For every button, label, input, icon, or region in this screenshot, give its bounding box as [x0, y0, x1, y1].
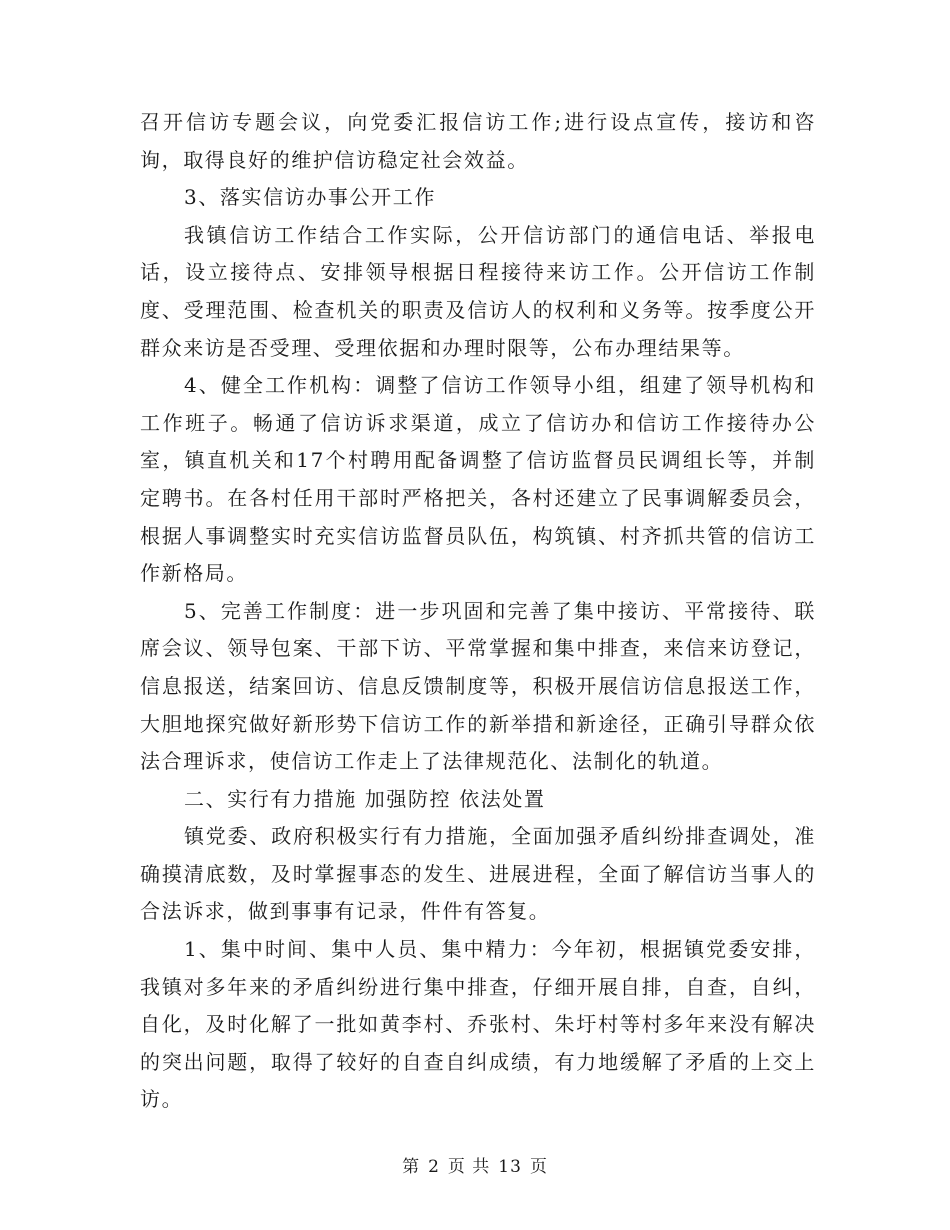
footer-prefix: 第	[402, 1157, 421, 1177]
paragraph-7: 镇党委、政府积极实行有力措施，全面加强矛盾纠纷排查调处，准确摸清底数，及时掌握事态的发生、进展进程，全面了解信访当事人的合法诉求，做到事事有记录，件件有答复。	[140, 824, 816, 924]
footer-middle: 页 共	[447, 1157, 491, 1177]
document-body	[140, 104, 816, 1119]
paragraph-4: 4、健全工作机构：调整了信访工作领导小组，组建了领导机构和工作班子。畅通了信访诉求渠道，成立了信访办和信访工作接待办公室，镇直机关和17个村聘用配备调整了信访监督员民调组长等，并制定聘书。在各村任用干部时严格把关，各村还建立了民事调解委员会，根据人事调整实时充实信访监督员队伍，构筑镇、村齐抓共管的信访工作新格局。	[140, 373, 816, 586]
section-heading-3: 3、落实信访办事公开工作	[184, 185, 436, 210]
paragraph-8: 1、集中时间、集中人员、集中精力：今年初，根据镇党委安排，我镇对多年来的矛盾纠纷进行集中排查，仔细开展自排，自查，自纠，自化，及时化解了一批如黄李村、乔张村、朱圩村等村多年来没有解决的突出问题，取得了较好的自查自纠成绩，有力地缓解了矛盾的上交上访。	[140, 937, 816, 1112]
paragraph-1: 召开信访专题会议，向党委汇报信访工作;进行设点宣传，接访和咨询，取得良好的维护信访稳定社会效益。	[140, 110, 816, 172]
footer-page-number: 2	[428, 1157, 440, 1177]
section-heading-two: 二、实行有力措施 加强防控 依法处置	[184, 786, 546, 811]
page-footer	[0, 1152, 950, 1177]
paragraph-5: 5、完善工作制度：进一步巩固和完善了集中接访、平常接待、联席会议、领导包案、干部下访、平常掌握和集中排查，来信来访登记，信息报送，结案回访、信息反馈制度等，积极开展信访信息报送工作，大胆地探究做好新形势下信访工作的新举措和新途径，正确引导群众依法合理诉求，使信访工作走上了法律规范化、法制化的轨道。	[140, 598, 816, 774]
footer-total-pages: 13	[498, 1157, 522, 1177]
footer-suffix: 页	[529, 1157, 548, 1177]
paragraph-3: 我镇信访工作结合工作实际，公开信访部门的通信电话、举报电话，设立接待点、安排领导根据日程接待来访工作。公开信访工作制度、受理范围、检查机关的职责及信访人的权利和义务等。按季度公开群众来访是否受理、受理依据和办理时限等，公布办理结果等。	[140, 222, 816, 360]
